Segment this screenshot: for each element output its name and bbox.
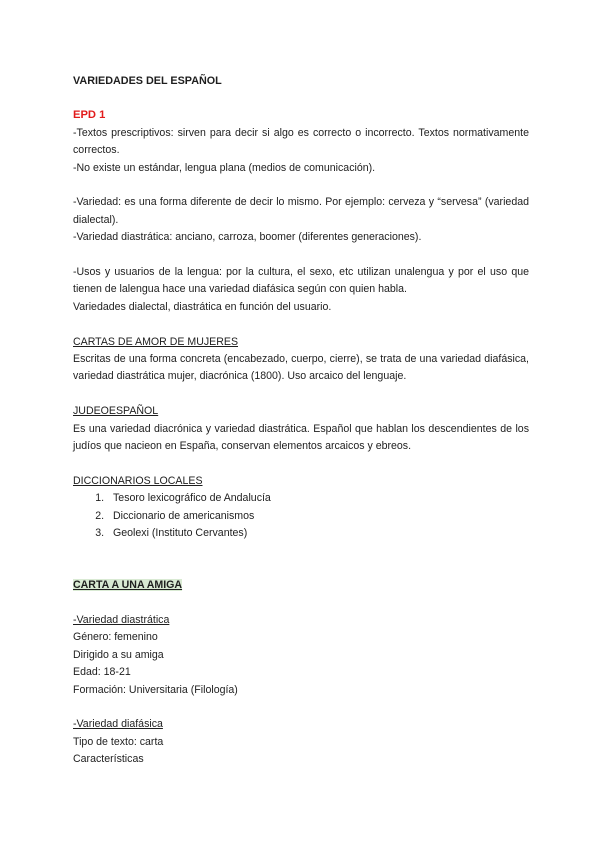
epd-paragraph: -Variedad: es una forma diferente de decir lo mismo. Por ejemplo: cerveza y “servesa” (variedad dialectal). [73, 196, 529, 226]
epd-paragraph: -Variedad diastrática: anciano, carroza, boomer (diferentes generaciones). [73, 231, 422, 244]
list-item: 2. Diccionario de americanismos [107, 508, 529, 525]
document-title: VARIEDADES DEL ESPAÑOL [73, 75, 222, 87]
diastratica-line: Dirigido a su amiga [73, 648, 164, 661]
diastratica-line: Formación: Universitaria (Filología) [73, 683, 238, 696]
epd-paragraph: -Textos prescriptivos: sirven para decir si algo es correcto o incorrecto. Textos normativamente correctos. [73, 126, 529, 157]
epd-paragraph: -Usos y usuarios de la lengua: por la cultura, el sexo, etc utilizan unalengua y por el uso que tienen de lalengua hace una variedad diafásica según con quien habla. [73, 266, 529, 296]
diastratica-heading: -Variedad diastrática [73, 614, 170, 627]
cartas-heading: CARTAS DE AMOR DE MUJERES [73, 335, 239, 348]
epd-paragraph: -No existe un estándar, lengua plana (medios de comunicación). [73, 161, 376, 174]
epd-paragraph: Variedades dialectal, diastrática en función del usuario. [73, 300, 332, 313]
carta-heading: CARTA A UNA AMIGA [73, 579, 183, 592]
judeo-heading: JUDEOESPAÑOL [73, 405, 159, 418]
diccionarios-heading: DICCIONARIOS LOCALES [73, 474, 203, 487]
diafasica-line: Características [73, 753, 144, 766]
diastratica-line: Edad: 18-21 [73, 666, 131, 679]
list-item: 3. Geolexi (Instituto Cervantes) [107, 525, 529, 542]
diccionarios-list [73, 490, 529, 542]
diafasica-heading: -Variedad diafásica [73, 718, 163, 731]
list-item: 1. Tesoro lexicográfico de Andalucía [107, 490, 529, 507]
diafasica-line: Tipo de texto: carta [73, 735, 164, 748]
judeo-body: Es una variedad diacrónica y variedad diastrática. Español que hablan los descendientes de los judíos que nacieon en España, conservan elementos arcaicos y ebreos. [73, 422, 529, 453]
diastratica-line: Género: femenino [73, 631, 158, 644]
epd-heading: EPD 1 [73, 109, 106, 122]
cartas-body: Escritas de una forma concreta (encabezado, cuerpo, cierre), se trata de una variedad diafásica, variedad diastrática mujer, diacrónica (1800). Uso arcaico del lenguaje. [73, 353, 529, 383]
